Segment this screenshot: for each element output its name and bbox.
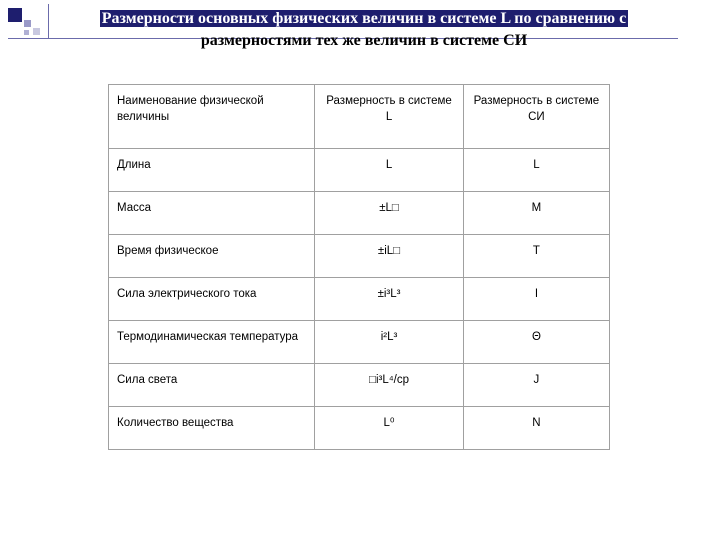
quantity-name: Термодинамическая температура <box>109 321 315 364</box>
header-dim-l: Размерность в системе L <box>315 85 464 149</box>
slide-title <box>44 8 684 52</box>
dim-si-value: J <box>463 364 609 407</box>
dim-l-value: L <box>315 149 464 192</box>
dim-si-value: L <box>463 149 609 192</box>
dim-si-value: Θ <box>463 321 609 364</box>
header-name: Наименование физической величины <box>109 85 315 149</box>
title-line-2: размерностями тех же величин в системе СИ <box>200 32 528 49</box>
title-line-1: Размерности основных физических величин в системе L по сравнению с <box>101 10 627 27</box>
header-dim-si: Размерность в системе СИ <box>463 85 609 149</box>
dim-si-value: T <box>463 235 609 278</box>
decor-square-small <box>24 30 29 35</box>
decor-square-large <box>8 8 22 22</box>
dim-l-value: ±i³L³ <box>315 278 464 321</box>
dim-l-value: i²L³ <box>315 321 464 364</box>
table-row <box>109 149 610 192</box>
table-row <box>109 321 610 364</box>
quantity-name: Сила электрического тока <box>109 278 315 321</box>
table-row <box>109 278 610 321</box>
table-row <box>109 364 610 407</box>
dim-si-value: I <box>463 278 609 321</box>
dimensions-table <box>108 84 610 450</box>
quantity-name: Сила света <box>109 364 315 407</box>
quantity-name: Время физическое <box>109 235 315 278</box>
table-row <box>109 407 610 450</box>
quantity-name: Длина <box>109 149 315 192</box>
table-row <box>109 192 610 235</box>
quantity-name: Количество вещества <box>109 407 315 450</box>
quantity-name: Масса <box>109 192 315 235</box>
decor-square-small <box>24 20 31 27</box>
dim-l-value: □i³L⁴/ср <box>315 364 464 407</box>
dim-l-value: ±L□ <box>315 192 464 235</box>
dim-l-value: L⁰ <box>315 407 464 450</box>
dim-si-value: N <box>463 407 609 450</box>
table-row <box>109 235 610 278</box>
table-header-row <box>109 85 610 149</box>
decor-square-small <box>33 28 40 35</box>
dim-si-value: M <box>463 192 609 235</box>
dim-l-value: ±iL□ <box>315 235 464 278</box>
